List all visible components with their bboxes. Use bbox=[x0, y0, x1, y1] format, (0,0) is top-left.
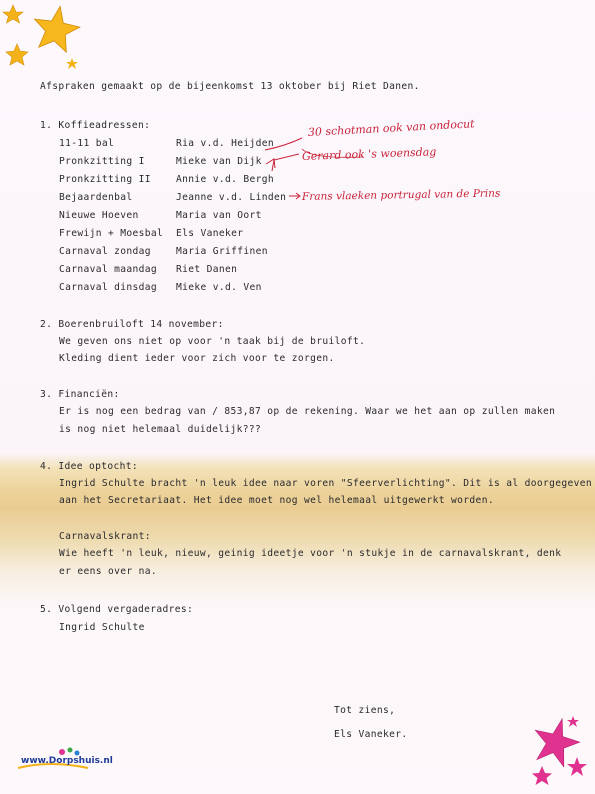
list-item-event: Carnaval dinsdag bbox=[59, 282, 158, 293]
handwritten-note-3: Frans vlaeken portrugal van de Prins bbox=[301, 187, 501, 203]
small-pink-star-icon bbox=[567, 716, 579, 727]
carnavalskrant-line: er eens over na. bbox=[59, 566, 158, 577]
carnavalskrant-line: Wie heeft 'n leuk, nieuw, geinig ideetje voor 'n stukje in de carnavalskrant, denk bbox=[59, 548, 562, 559]
gold-star-icon bbox=[6, 44, 28, 65]
section-2-line: We geven ons niet op voor 'n taak bij de bruiloft. bbox=[59, 336, 366, 347]
list-item-name: Mieke v.d. Ven bbox=[176, 282, 262, 293]
section-3-line: Er is nog een bedrag van / 853,87 op de rekening. Waar we het aan op zullen maken bbox=[59, 406, 556, 417]
handwritten-note-2: Gerard ook 's woensdag bbox=[301, 145, 437, 163]
section-2-line: Kleding dient ieder voor zich voor te zorgen. bbox=[59, 353, 335, 364]
list-item-name: Els Vaneker bbox=[176, 228, 244, 239]
section-3-title: 3. Financiën: bbox=[40, 389, 120, 400]
list-item-name: Jeanne v.d. Linden bbox=[176, 192, 287, 203]
pink-star-icon bbox=[567, 757, 587, 776]
list-item-event: Pronkzitting I bbox=[59, 156, 145, 167]
list-item-name: Mieke van Dijk bbox=[176, 156, 262, 167]
signature: Els Vaneker. bbox=[334, 729, 408, 740]
list-item-event: Carnaval zondag bbox=[59, 246, 151, 257]
list-item-name: Annie v.d. Bergh bbox=[176, 174, 275, 185]
section-4-title: 4. Idee optocht: bbox=[40, 461, 139, 472]
page-heading: Afspraken gemaakt op de bijeenkomst 13 oktober bij Riet Danen. bbox=[40, 81, 420, 92]
gold-star-icon bbox=[30, 2, 83, 53]
gold-star-icon bbox=[3, 5, 23, 23]
section-4-line: aan het Secretariaat. Het idee moet nog wel helemaal uitgewerkt worden. bbox=[59, 495, 494, 506]
section-5-title: 5. Volgend vergaderadres: bbox=[40, 604, 194, 615]
list-item-name: Maria van Oort bbox=[176, 210, 262, 221]
list-item-event: Pronkzitting II bbox=[59, 174, 151, 185]
closing-greeting: Tot ziens, bbox=[334, 705, 396, 716]
list-item-event: Nieuwe Hoeven bbox=[59, 210, 139, 221]
list-item-name: Riet Danen bbox=[176, 264, 238, 275]
section-4-line: Ingrid Schulte bracht 'n leuk idee naar voren "Sfeerverlichting". Dit is al doorgegeven bbox=[59, 478, 592, 489]
section-5-line: Ingrid Schulte bbox=[59, 622, 145, 633]
list-item-event: 11-11 bal bbox=[59, 138, 115, 149]
section-1-title: 1. Koffieadressen: bbox=[40, 120, 151, 131]
list-item-event: Carnaval maandag bbox=[59, 264, 158, 275]
pink-star-icon bbox=[532, 766, 552, 785]
section-2-title: 2. Boerenbruiloft 14 november: bbox=[40, 319, 224, 330]
list-item-name: Ria v.d. Heijden bbox=[176, 138, 275, 149]
section-3-line: is nog niet helemaal duidelijk??? bbox=[59, 424, 262, 435]
carnavalskrant-title: Carnavalskrant: bbox=[59, 531, 151, 542]
list-item-event: Frewijn + Moesbal bbox=[59, 228, 164, 239]
handwritten-note-1: 30 schotman ook van ondocut bbox=[307, 117, 475, 139]
list-item-name: Maria Griffinen bbox=[176, 246, 268, 257]
small-gold-star-icon bbox=[66, 58, 78, 69]
site-logo[interactable]: www.Dorpshuis.nl bbox=[21, 756, 113, 766]
list-item-event: Bejaardenbal bbox=[59, 192, 133, 203]
